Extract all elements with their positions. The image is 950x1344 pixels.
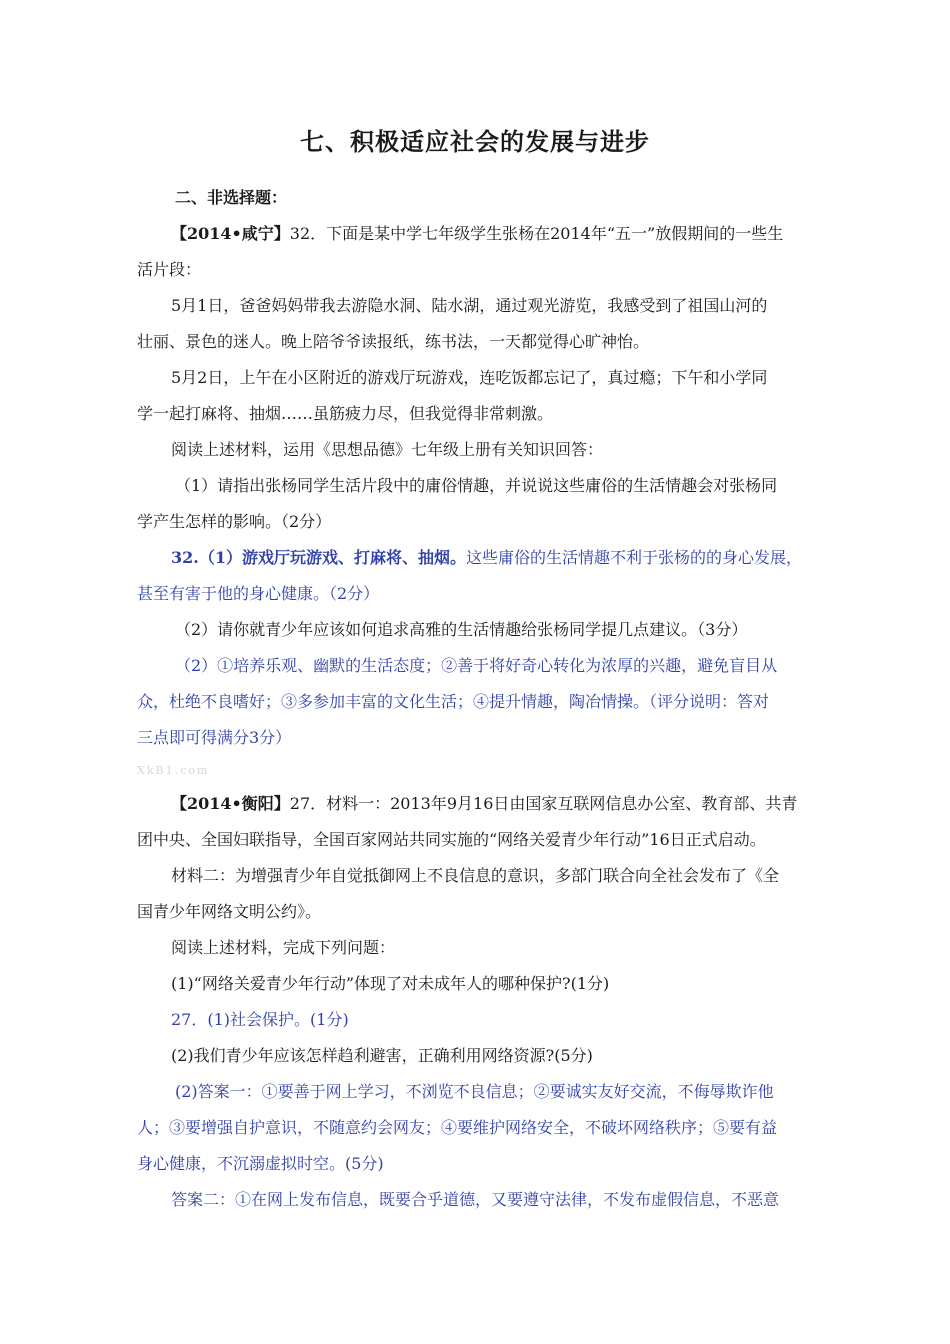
q27-sub2: (2)我们青少年应该怎样趋利避害，正确利用网络资源?(5分) [171,1046,593,1065]
q32-intro-line-2: 活片段： [137,260,202,279]
q32-sub1-line-2: 学产生怎样的影响。（2分） [137,512,332,531]
q27-material-1-line-2: 团中央、全国妇联指导，全国百家网站共同实施的“网络关爱青少年行动”16日正式启动。 [137,830,766,849]
q32-paragraph-1-line-2: 壮丽、景色的迷人。晚上陪爷爷读报纸，练书法，一天都觉得心旷神怡。 [137,332,650,351]
q27-sub1: (1)“网络关爱青少年行动”体现了对未成年人的哪种保护?(1分) [171,974,610,993]
q32-answer1-line-1: 32.（1）游戏厅玩游戏、打麻将、抽烟。这些庸俗的生活情趣不利于张杨的的身心发展， [171,548,802,567]
q27-material-2-line-2: 国青少年网络文明公约》。 [137,902,322,921]
q32-intro-line-1: 【2014•咸宁】32．下面是某中学七年级学生张杨在2014年“五一”放假期间的一些生 [171,224,784,243]
watermark: XkB1.com [137,764,210,777]
q32-sub1-line-1: （1）请指出张杨同学生活片段中的庸俗情趣，并说说这些庸俗的生活情趣会对张杨同 [175,476,778,495]
q27-answer2-line-3: 身心健康，不沉溺虚拟时空。(5分) [137,1154,384,1173]
q32-paragraph-2-line-2: 学一起打麻将、抽烟……虽筋疲力尽，但我觉得非常刺激。 [137,404,554,423]
q27-answer1: 27．(1)社会保护。(1分) [171,1010,349,1029]
q32-source-tag: 【2014•咸宁】 [171,224,290,243]
q27-material-1-line-1: 【2014•衡阳】27．材料一：2013年9月16日由国家互联网信息办公室、教育部、共青 [171,794,798,813]
q32-instruction: 阅读上述材料，运用《思想品德》七年级上册有关知识回答： [171,440,604,459]
q27-answer2-line-2: 人；③要增强自护意识，不随意约会网友；④要维护网络安全，不破坏网络秩序；⑤要有益 [137,1118,778,1137]
section-heading: 二、非选择题： [175,188,288,207]
document-body [137,180,813,1218]
q27-answer2-alt-line-1: 答案二：①在网上发布信息，既要合乎道德，又要遵守法律，不发布虚假信息，不恶意 [171,1190,780,1209]
page-title: 七、积极适应社会的发展与进步 [300,127,650,156]
q32-answer1-line-2: 甚至有害于他的身心健康。（2分） [137,584,380,603]
q32-answer2-line-1: （2）①培养乐观、幽默的生活态度；②善于将好奇心转化为浓厚的兴趣，避免盲目从 [175,656,778,675]
q32-answer2-line-3: 三点即可得满分3分） [137,728,292,747]
q32-paragraph-2-line-1: 5月2日，上午在小区附近的游戏厅玩游戏，连吃饭都忘记了，真过瘾；下午和小学同 [171,368,768,387]
q27-answer2-line-1: (2)答案一：①要善于网上学习，不浏览不良信息；②要诚实友好交流，不侮辱欺诈他 [175,1082,774,1101]
q27-material-2-line-1: 材料二：为增强青少年自觉抵御网上不良信息的意识，多部门联合向全社会发布了《全 [171,866,780,885]
q27-source-tag: 【2014•衡阳】 [171,794,290,813]
q32-sub2: （2）请你就青少年应该如何追求高雅的生活情趣给张杨同学提几点建议。（3分） [175,620,748,639]
q32-answer2-line-2: 众，杜绝不良嗜好；③多参加丰富的文化生活；④提升情趣，陶冶情操。（评分说明：答对 [137,692,770,711]
q27-instruction: 阅读上述材料，完成下列问题： [171,938,396,957]
q32-paragraph-1-line-1: 5月1日，爸爸妈妈带我去游隐水洞、陆水湖，通过观光游览，我感受到了祖国山河的 [171,296,768,315]
